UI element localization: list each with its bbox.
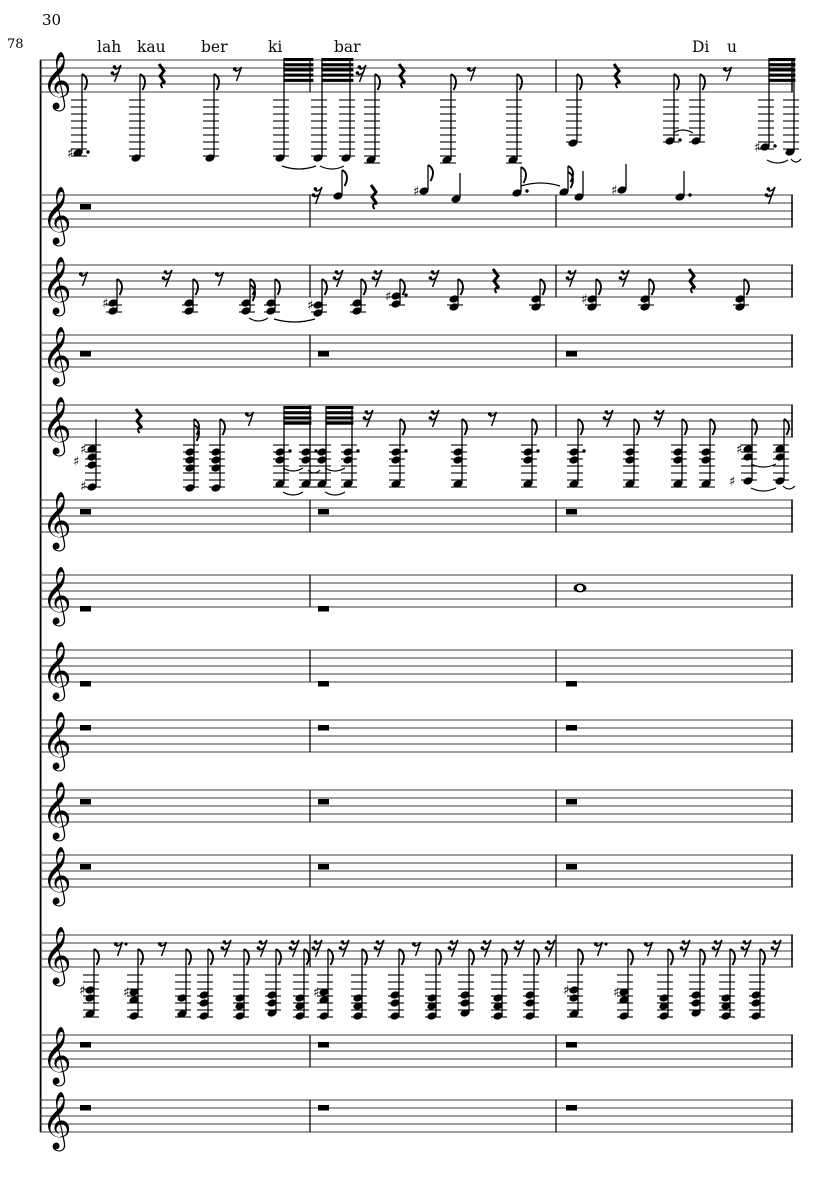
whole-rest: [318, 725, 329, 731]
augmentation-dot: [582, 449, 585, 452]
treble-clef-icon: 𝄞: [42, 1026, 72, 1084]
eighth-rest: [114, 942, 128, 956]
treble-clef-icon: 𝄞: [42, 641, 72, 699]
staff-10: [40, 781, 793, 842]
sharp-icon: ♯: [67, 146, 74, 162]
whole-rest: [566, 1105, 577, 1111]
staff-13: [40, 1026, 793, 1087]
whole-rest: [566, 1042, 577, 1048]
whole-rest: [80, 799, 91, 805]
bar-number-left: 78: [7, 37, 24, 52]
tie: [325, 492, 345, 495]
tremolo-beam: [283, 68, 313, 71]
tremolo-beam: [325, 411, 353, 414]
staff-7: [40, 566, 793, 627]
sharp-icon: ♯: [581, 292, 588, 308]
sharp-icon: ♯: [736, 442, 743, 458]
augmentation-dot: [536, 449, 539, 452]
whole-rest: [318, 681, 329, 687]
tremolo-beam: [321, 68, 353, 71]
whole-rest: [318, 799, 329, 805]
tie: [673, 130, 693, 133]
staff-6: [40, 491, 793, 552]
treble-clef-icon: 𝄞: [42, 326, 72, 384]
lyric-syllable: u: [727, 38, 737, 56]
lyric-syllable: ki: [268, 38, 283, 56]
tremolo-beam: [283, 58, 313, 61]
tremolo-beam: [768, 58, 795, 61]
tremolo-beam: [768, 68, 795, 71]
staff-9: [40, 711, 793, 772]
tie: [791, 159, 801, 162]
sharp-icon: ♯: [79, 983, 86, 999]
tie: [325, 468, 345, 471]
staff-14: [40, 1091, 793, 1152]
lyric-syllable: Di: [692, 38, 710, 56]
whole-rest: [318, 509, 329, 515]
tremolo-beam: [283, 79, 313, 82]
treble-clef-icon: 𝄞: [42, 1091, 72, 1149]
whole-rest: [80, 351, 91, 357]
augmentation-dot: [356, 449, 359, 452]
whole-rest: [318, 864, 329, 870]
whole-rest: [566, 725, 577, 731]
tie: [282, 166, 316, 169]
staff-5: [40, 396, 795, 495]
tremolo-beam: [321, 74, 353, 77]
augmentation-dot: [404, 449, 407, 452]
treble-clef-icon: 𝄞: [42, 566, 72, 624]
augmentation-dot: [773, 144, 776, 147]
eighth-rest: [467, 67, 476, 81]
eighth-rest: [723, 67, 732, 81]
whole-rest: [80, 1105, 91, 1111]
augmentation-dot: [404, 293, 407, 296]
flag-icon: [521, 167, 526, 183]
treble-clef-icon: 𝄞: [42, 926, 72, 984]
lyrics-line: [97, 38, 737, 56]
whole-rest: [566, 509, 577, 515]
augmentation-dot: [688, 193, 691, 196]
treble-clef-icon: 𝄞: [42, 491, 72, 549]
eighth-rest: [644, 942, 653, 956]
staff-2: [40, 164, 793, 247]
bar-number-top: 30: [42, 11, 62, 29]
whole-rest: [566, 351, 577, 357]
tremolo-beam: [283, 74, 313, 77]
staff-11: [40, 846, 793, 907]
treble-clef-icon: 𝄞: [42, 711, 72, 769]
tremolo-beam: [283, 411, 311, 414]
tremolo-beam: [321, 63, 353, 66]
staff-8: [40, 641, 793, 702]
tie: [783, 486, 795, 489]
sharp-icon: ♯: [613, 985, 620, 1001]
lyric-syllable: lah: [97, 38, 122, 56]
tremolo-beam: [321, 79, 353, 82]
eighth-rest: [412, 942, 421, 956]
lyric-syllable: kau: [137, 38, 166, 56]
sharp-icon: ♯: [80, 442, 87, 458]
eighth-rest: [215, 272, 224, 286]
flag-icon: [342, 170, 347, 186]
tremolo-beam: [283, 63, 313, 66]
tie: [249, 318, 268, 321]
tremolo-beam: [321, 58, 353, 61]
treble-clef-icon: 𝄞: [42, 256, 72, 314]
sharp-icon: ♯: [313, 985, 320, 1001]
eighth-rest: [233, 67, 242, 81]
whole-rest: [80, 864, 91, 870]
sharp-icon: ♯: [102, 296, 109, 312]
treble-clef-icon: 𝄞: [42, 396, 72, 454]
sharp-icon: ♯: [729, 474, 736, 490]
sharp-icon: ♯: [611, 183, 618, 199]
treble-clef-icon: 𝄞: [42, 186, 72, 244]
whole-rest: [318, 1105, 329, 1111]
sharp-icon: ♯: [385, 289, 392, 305]
whole-rest: [80, 681, 91, 687]
tremolo-beam: [325, 416, 353, 419]
tremolo-beam: [325, 406, 353, 409]
eighth-rest: [79, 272, 88, 286]
whole-rest: [80, 509, 91, 515]
whole-rest: [566, 864, 577, 870]
eighth-rest: [245, 412, 254, 426]
tie: [751, 488, 776, 491]
whole-rest: [318, 1042, 329, 1048]
whole-rest: [80, 1042, 91, 1048]
tremolo-beam: [768, 74, 795, 77]
tie: [283, 468, 303, 471]
whole-rest: [80, 725, 91, 731]
augmentation-dot: [678, 138, 681, 141]
staff-12: [40, 926, 793, 1021]
treble-clef-icon: 𝄞: [42, 51, 72, 109]
sharp-icon: ♯: [80, 479, 87, 495]
tie: [283, 492, 303, 495]
sharp-icon: ♯: [563, 983, 570, 999]
whole-rest: [318, 606, 329, 612]
staff-3: [40, 256, 793, 322]
eighth-rest: [594, 942, 608, 956]
tremolo-beam: [325, 422, 353, 425]
lyric-syllable: bar: [334, 38, 361, 56]
tie: [320, 166, 344, 169]
staff-4: [40, 326, 793, 387]
tie: [767, 160, 788, 163]
tremolo-beam: [283, 422, 311, 425]
whole-rest: [318, 351, 329, 357]
sharp-icon: ♯: [307, 298, 314, 314]
sharp-icon: ♯: [73, 454, 80, 470]
tie: [274, 319, 315, 322]
whole-rest: [566, 799, 577, 805]
lyric-syllable: ber: [201, 38, 228, 56]
augmentation-dot: [86, 150, 89, 153]
whole-rest: [80, 606, 91, 612]
treble-clef-icon: 𝄞: [42, 846, 72, 904]
treble-clef-icon: 𝄞: [42, 781, 72, 839]
sharp-icon: ♯: [754, 140, 761, 156]
sharp-icon: ♯: [413, 184, 420, 200]
sharp-icon: ♯: [123, 985, 130, 1001]
tremolo-beam: [283, 406, 311, 409]
staff-1: [40, 51, 801, 169]
tremolo-beam: [283, 416, 311, 419]
tremolo-beam: [768, 63, 795, 66]
quarter-rest: [371, 185, 377, 209]
tie: [521, 183, 560, 186]
eighth-rest: [158, 942, 167, 956]
augmentation-dot: [288, 449, 291, 452]
tremolo-beam: [768, 79, 795, 82]
whole-rest: [566, 681, 577, 687]
flag-icon: [428, 165, 433, 181]
whole-rest: [80, 204, 91, 210]
eighth-rest: [488, 412, 497, 426]
augmentation-dot: [525, 189, 528, 192]
